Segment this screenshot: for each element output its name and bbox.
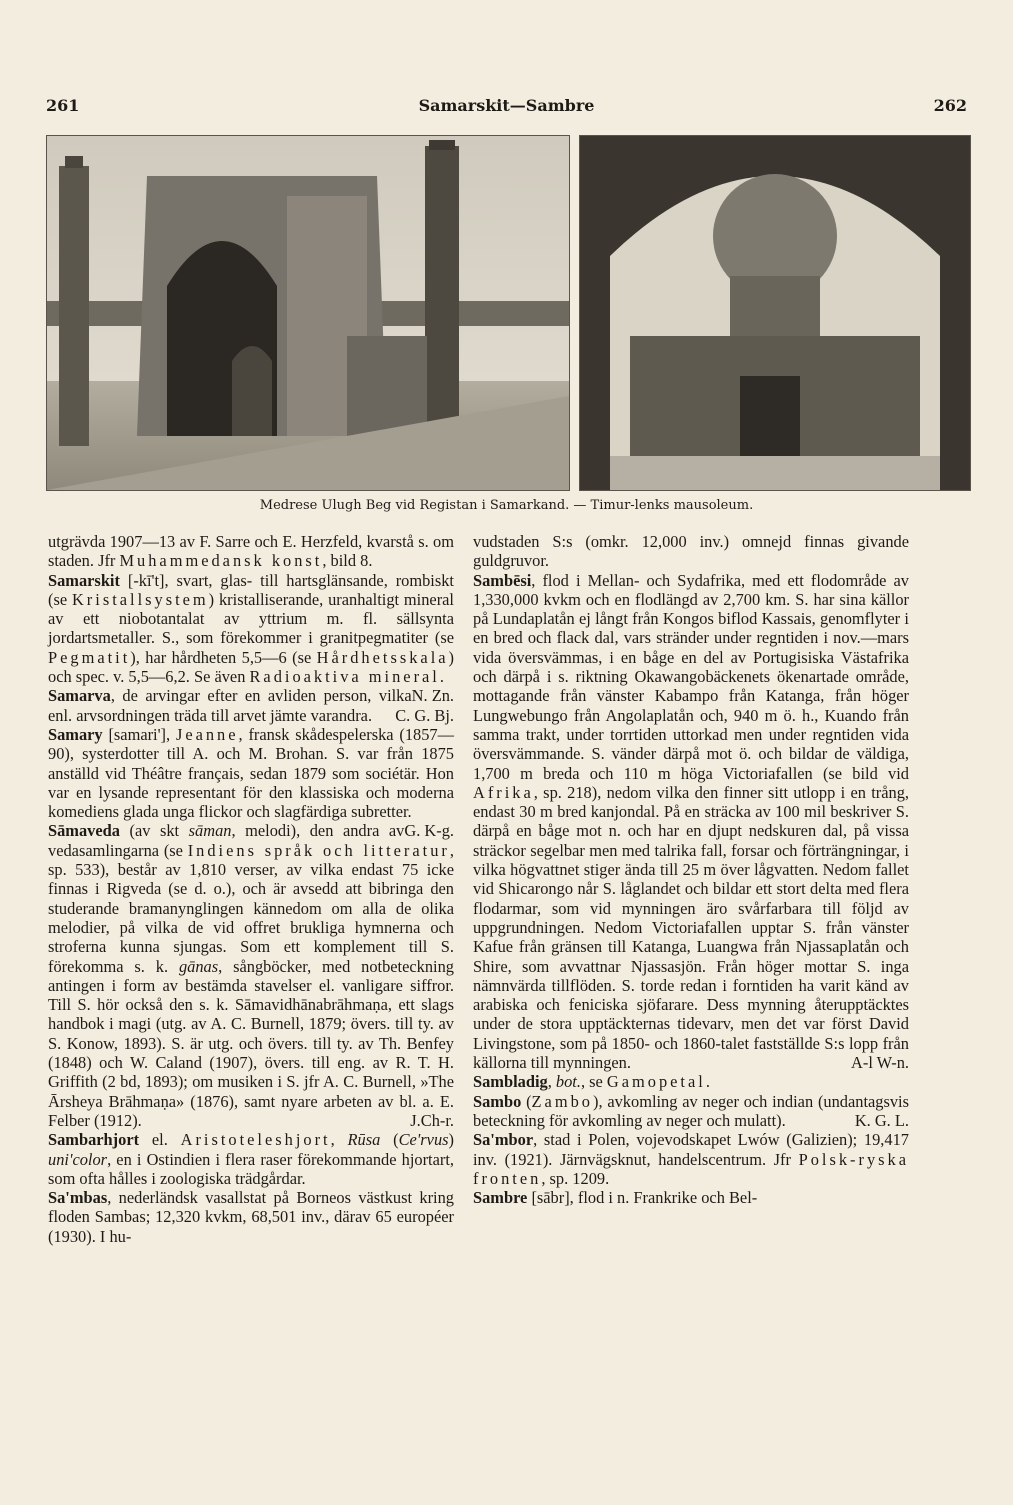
cross-reference: Hårdhetsskala	[316, 647, 449, 667]
text: ) kristalliserande, uranhaltigt mineral av ett niobotantalat av yttrium m. fl. sällsynta jordartsmetaller. S., som förekommer i granitpegmatiter (se	[48, 589, 454, 648]
entry-sambladig	[473, 1072, 909, 1091]
text: [sābr], flod i n. Frankrike och Bel-	[527, 1188, 758, 1208]
text: ,	[330, 1130, 348, 1150]
text: (av skt	[119, 821, 189, 841]
text: , fransk skådespelerska (1857—90), systerdotter till A. och M. Brohan. S. var från 1875 anställd vid Théâtre français, sedan 1879 som sociétär. Hon var en lysande representant för den klassiska och moderna komediens glada unga flickor och slagfärdiga subretter.	[48, 724, 454, 822]
text: .	[439, 667, 444, 687]
entry-headword: Samarskit	[48, 570, 120, 590]
cross-reference: Indiens språk och litteratur	[187, 840, 450, 860]
author-signature: N. Zn.	[411, 686, 454, 706]
text: (	[380, 1130, 399, 1150]
text: (	[521, 1091, 532, 1111]
entry-headword: Sambre	[473, 1188, 528, 1208]
text: , flod i Mellan- och Sydafrika, med ett flodområde av 1,330,000 kvkm och en flodlängd av 2,700 km. S. har sina källor på Lundaplatån ej långt från Kongos biflod Kassais, genomflyter i en bred och flack dal, vars stränder under regntiden i nov.—mars vida översvämmas, i en båge en del av Portugisiska Västafrika och därpå i s. riktning Okawangobäckenets ökenartade område, mottagande från vänster Kabampo från Katanga, från höger Lungwebungo från Angolaplatån och, 940 m ö. h., Kuando från samma trakt, under torrtiden uttorkad men under regntiden vida översvämmande. S. vänder därpå mot ö. och bildar de väldiga, 1,700 m breda och 110 m höga Victoriafallen (se bild vid	[473, 570, 909, 783]
entry-sambas	[48, 1188, 454, 1246]
cross-reference: Kristallsystem	[71, 589, 209, 609]
text: )	[448, 1130, 454, 1150]
entry-samarva	[48, 686, 454, 725]
entry-headword: Samarva	[48, 686, 111, 706]
cross-reference: Aristoteleshjort	[180, 1130, 331, 1150]
cross-reference: Polsk-ryska fronten	[473, 1149, 909, 1188]
author-signature: G. K-g.	[404, 821, 454, 841]
right-column	[473, 532, 909, 1207]
entry-headword: Sambarhjort	[48, 1130, 140, 1150]
cross-reference: Jeanne	[175, 724, 239, 744]
author-signature: C. G. Bj.	[395, 705, 454, 725]
left-page-number: 261	[46, 96, 80, 115]
text: , stad i Polen, vojevodskapet Lwów (Galizien); 19,417 inv. (1921). Järnvägsknut, handelscentrum. Jfr	[473, 1130, 909, 1169]
text: [samari'],	[102, 724, 176, 744]
text: , en i Ostindien i flera raser förekommande hjortart, som ofta hålles i zoologiska trädgårdar.	[48, 1149, 454, 1188]
mausoleum-photo	[579, 135, 971, 491]
entry-headword: Sambladig	[473, 1072, 548, 1092]
text: ) och spec. v. 5,5—6,2. Se även	[48, 647, 454, 687]
entry-sambesi	[473, 571, 909, 1073]
text: ), har hårdheten 5,5—6 (se	[130, 647, 317, 667]
italic-term: Rūsa	[347, 1130, 381, 1150]
text: , sp. 1209.	[541, 1168, 610, 1188]
text: utgrävda 1907—13 av F. Sarre och E. Herzfeld, kvarstå s. om staden. Jfr	[48, 532, 454, 571]
italic-term: bot.	[555, 1072, 581, 1092]
cross-reference: Zambo	[531, 1091, 593, 1111]
text: , se	[580, 1072, 607, 1092]
running-head: Samarskit—Sambre	[418, 96, 595, 115]
entry-sambre	[473, 1188, 909, 1207]
author-signature: K. G. L.	[854, 1110, 909, 1130]
italic-term: gānas	[178, 956, 219, 976]
paragraph	[473, 532, 909, 571]
entry-headword: Sa'mbor	[473, 1130, 534, 1150]
cross-reference: Radioaktiva mineral	[249, 667, 440, 687]
left-column	[48, 532, 454, 1246]
text: .	[705, 1072, 710, 1092]
entry-headword: Sambēsi	[473, 570, 532, 590]
text: , sångböcker, med notbeteckning antingen i form av bestämda stavelser el. vanligare siffror. Till S. hör också den s. k. Sāmavidhānabrāhmaṇa, ett slags handbok i magi (utg. av A. C. Burnell, 1879; övers. till ty. av S. Konow, 1893). S. är utg. och övers. till ty. av Th. Benfey (1848) och W. Caland (1907), övers. till eng. av R. T. H. Griffith (2 bd, 1893); om musiken i S. jfr A. C. Burnell, »The Ārsheya Brāhmaṇa» (1876), samt nyare arbeten av bl. a. E. Felber (1912).	[48, 956, 454, 1130]
text: , melodi), den andra av vedasamlingarna (se	[48, 821, 405, 860]
text: , sp. 218), nedom vilka den finner sitt utlopp i en trång, endast 30 m bred kanjondal. På en sträcka av 100 mil beskriver S. därpå en båge mot n. och har en djupt nedskuren dal, på vissa sträckor segelbar men med talrika fall, forsar och förträngningar, i vilka högvattnet stiger ända till 25 m över lågvatten. Nedom fallet vid Shicarongo når S. låglandet och bildar ett stort delta med flera flodarmar, som vid mynningen äro svårfarbara till följd av uppgrundningen. Nedom Victoriafallen upptar S. från vänster Kafue från gränsen till Katanga, Luangwa från Njassaplatån och Shire, som avvattnar Njassasjön. Från höger mottar S. inga nämnvärda tillflöden. S. torde redan i forntiden ha varit känd av arabiska och feniciska sjöfarare. Dess mynning återupptäcktes under de stora upptäckternas tidevarv, men det var först David Livingstone, som på 1850- och 1860-talet fastställde S:s lopp från källorna till mynningen.	[473, 782, 909, 1073]
entry-headword: Sāmaveda	[48, 821, 120, 841]
italic-term: sāman	[188, 821, 232, 841]
right-page-number: 262	[933, 96, 967, 115]
cross-reference: Pegmatit	[48, 647, 131, 667]
text: vudstaden S:s (omkr. 12,000 inv.) omnejd finnas givande guldgruvor.	[473, 532, 909, 571]
text: , de arvingar efter en avliden person, vilka enl. arvsordningen träda till arvet jämte varandra.	[48, 686, 412, 725]
entry-headword: Sa'mbas	[48, 1188, 108, 1208]
cross-reference: Afrika	[473, 782, 534, 802]
italic-term: Ce'rvus	[398, 1130, 449, 1150]
entry-headword: Sambo	[473, 1091, 522, 1111]
text: ,	[547, 1072, 556, 1092]
entry-sambo	[473, 1092, 909, 1131]
text: , nederländsk vasallstat på Borneos västkust kring floden Sambas; 12,320 kvkm, 68,501 inv., därav 65 européer (1930). I hu-	[48, 1188, 454, 1246]
text: el.	[139, 1130, 181, 1150]
italic-term: uni'color	[48, 1149, 108, 1169]
cross-reference: Gamopetal	[606, 1072, 706, 1092]
figure-caption: Medrese Ulugh Beg vid Registan i Samarkand. — Timur-lenks mausoleum.	[259, 498, 754, 513]
author-signature: J.Ch-r.	[410, 1110, 454, 1130]
cross-reference: Muhammedansk konst	[119, 551, 323, 571]
author-signature: A-l W-n.	[851, 1053, 909, 1073]
text: ), avkomling av neger och indian (undantagsvis beteckning för avkomling av neger och mulatt).	[473, 1091, 909, 1130]
medrese-photo	[46, 135, 570, 491]
entry-headword: Samary	[48, 724, 103, 744]
paragraph	[48, 532, 454, 571]
entry-sambarhjort	[48, 1130, 454, 1188]
entry-sambor	[473, 1130, 909, 1188]
text: , bild 8.	[322, 551, 373, 571]
entry-samaveda	[48, 821, 454, 1130]
text: [-kī't], svart, glas- till hartsglänsande, rombiskt (se	[48, 570, 454, 609]
text: , sp. 533), består av 1,810 verser, av vilka endast 75 icke finnas i Rigveda (se d. o.), och är avsedd att bibringa den studerande bramanynglingen kännedom om alla de olika melodier, på vilka de vid offret brukliga hymnerna och stroferna kunna sjungas. Som ett komplement till S. förekomma s. k.	[48, 840, 454, 976]
